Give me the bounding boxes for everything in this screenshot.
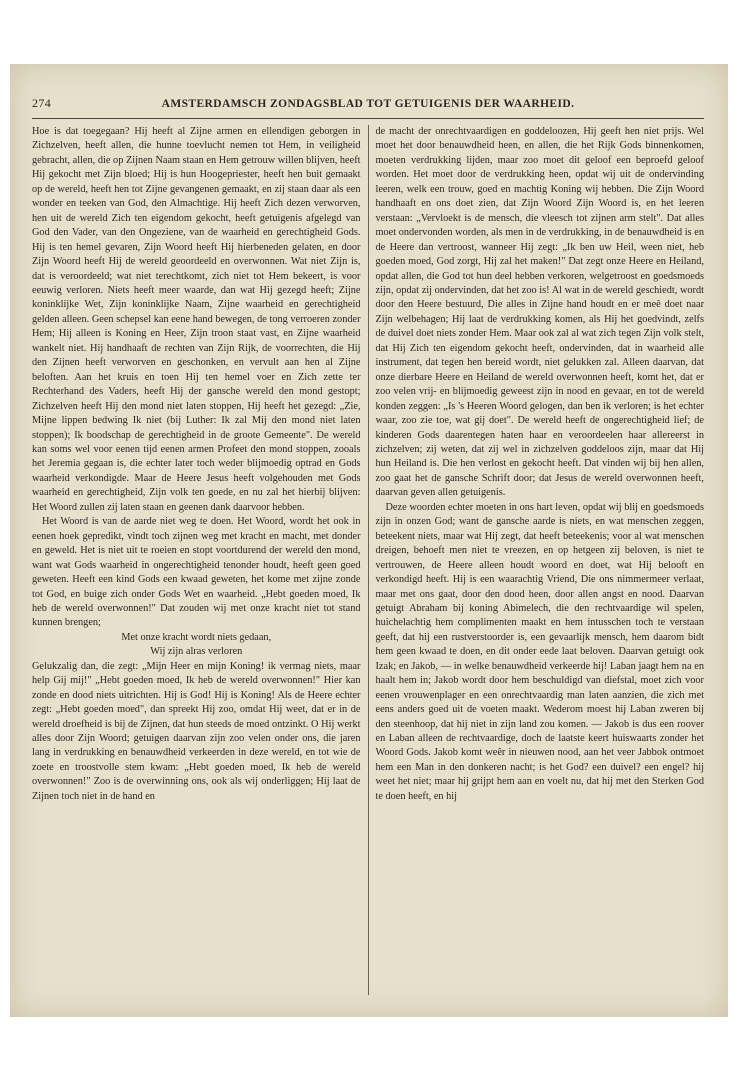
paragraph: Hoe is dat toegegaan? Hij heeft al Zijne armen en ellendigen geborgen in Zichzelven, heeft allen, die hunne toevlucht nemen tot Hem, in veiligheid gebracht, allen, die op Zijnen Naam staan en Hem getrouw willen blijven, heeft Hij gekocht met Zijn bloed; Hij is hun Hoogepriester, heeft hen buit gemaakt op de wereld, heeft hen tot Zijne gevangenen gemaakt, en zij staan daar als een wonder en teeken van God, den Almachtige. Hij heeft Zich dezen verworven, hen uit de wereld Zich ten eigendom gekocht, heeft getuigenis afgelegd van God den Vader, van den Ongeziene, van de waarheid en gerechtigheid Gods. Hij is ten hemel gevaren, Zijn Woord heeft Hij hierbeneden gelaten, en door Zijn Woord heeft Hij de wereld geoordeeld en overwonnen. Wat niet Zijn is, dat is veroordeeld; wat niet terechtkomt, zich niet tot Hem bekeert, is voor eeuwig verloren. Niets heeft meer waarde, dan wat Hij gezegd heeft; Zijne koninklijke Wet, Zijn koninklijke Naam, Zijne waarheid en gerechtigheid gelden alleen. Geen schepsel kan eene hand bewegen, de tong verroeren zonder Hem; Hij alleen is Koning en Heer, Zijn troon staat vast, en Zijne waarheid wankelt niet. Hij handhaaft de rechten van Zijn Rijk, de voorrechten, die Hij den Zijnen heeft verworven en geschonken, en vervult aan hen al Zijne beloften. Aan het kruis en toen Hij ten hemel voer en Zich zette ter Rechterhand des Vaders, heeft Hij der gansche wereld den mond gestopt; Zichzelven heeft Hij den mond niet laten stoppen, Hij heeft het gezegd: „Zie, Mijne lippen bedwing Ik niet (bij Luther: Ik zal Mij den mond niet laten stoppen); Ik boodschap de gerechtigheid in de groote Gemeente". De wereld kan soms wel voor eenen tijd eenen armen Profeet den mond stoppen, zooals het Jeremia gegaan is, die echter later toch weder blijmoedig optrad en Gods waarheid verkondigde. Maar de Heere Jesus heeft volgehouden met Gods waarheid en gerechtigheid, Zijn volk ten goede, en nu zal het hierbij blijven: Het Woord zullen zij laten staan en geenen dank daarvoor hebben. [32, 126, 361, 513]
page-header [32, 96, 704, 114]
running-title: AMSTERDAMSCH ZONDAGSBLAD TOT GETUIGENIS DER WAARHEID. [161, 98, 575, 110]
paragraph: Deze woorden echter moeten in ons hart leven, opdat wij blij en goedsmoeds zijn in onzen God; want de gansche aarde is niets, en wat menschen zeggen, beteekent niets, maar wat Hij zegt, dat heeft beteekenis; voor al wat menschen dreigen, behoeft men niet te vreezen, en op hetgeen zij beloven, is niet te vertrouwen, de Heere alleen houdt woord en doet, wat Hij belooft en verkondigd heeft. Hij is een waarachtig Vriend, Die ons nimmermeer verlaat, maar met ons gaat, door den dood heen, door allen angst en nood. Daarvan getuigt Abraham bij koning Abimelech, die den rechtvaardige wil spelen, huichelachtig hem complimenten maakt en hem intusschen toch te verstaan geeft, dat hij een rustverstoorder is, een gevaarlijk mensch, hem daarom bidt hem geen kwaad te doen, en dit onder eede laat beloven. Daarvan getuigt ook Izak; en Jakob, — in welke benauwdheid verkeerde hij! Laban jaagt hem na en haalt hem in; Jakob wordt door hem beschuldigd van diefstal, moet zich voor eenen vrouwenplager en een onrechtvaardig man laten aanzien, die zich met eens anders goed uit de voeten maakt. Wederom moest hij Laban zweren bij den steenhoop, dat hij niet in zijn land zou komen. — Jakob is dus een roover en Laban alleen de rechtvaardige, doch de laatste keert huiswaarts zonder het Woord Gods. Jakob komt weêr in nieuwen nood, aan het veer Jabbok ontmoet hem een Man in den donkeren nacht; is het God? een duivel? een engel? hij weet het niet; maar hij grijpt hem aan en voelt nu, dat hij met den Sterken God te doen heeft, en hij [375, 501, 704, 802]
verse-line: Wij zijn alras verloren [150, 646, 243, 658]
verse-quote [32, 631, 361, 660]
paragraph: Het Woord is van de aarde niet weg te doen. Het Woord, wordt het ook in eenen hoek gepredikt, vindt toch zijnen weg met kracht en macht, met donder en geweld. Het is niet uit te roeien en stopt voortdurend der wereld den mond, want wat Gods waarheid in ongerechtigheid tenonder houdt, heeft geen goed geweten. Heeft een kind Gods een kwaad geweten, het kome met zijne zonde tot God, en buige zich onder Gods Wet en waarheid. „Hebt goeden moed, Ik heb de wereld overwonnen!" Dat zouden wij met onze kracht niet tot stand kunnen brengen; [32, 516, 361, 629]
paragraph: Gelukzalig dan, die zegt: „Mijn Heer en mijn Koning! ik vermag niets, maar help Gij mij!" „Hebt goeden moed, Ik heb de wereld overwonnen!" Hier kan zonde en dood niets uitrichten. Hij is God! Hij is Koning! Als de Heere echter zegt: „Hebt goeden moed", dan spreekt Hij zoo, omdat Hij weet, dat er in de wereld droefheid is bij de Zijnen, dat hun steeds de moed ontzinkt. O Hij werkt alles door Zijn Woord; getuigen daarvan zijn zoo velen onder ons, die jaren lang in verdrukking en benauwdheid verkeerden in deze wereld, en tot wie de zoete en troostvolle stem kwam: „Hebt goeden moed, Ik heb de wereld overwonnen!" Zoo is de overwinning ons, ook als wij onderliggen; Hij laat de Zijnen toch niet in de hand en [32, 660, 361, 802]
paragraph: de macht der onrechtvaardigen en goddeloozen, Hij geeft hen niet prijs. Wel moet het door benauwdheid heen, en allen, die het Rijk Gods binnenkomen, moeten verdrukking lijden, maar zoo moet dit geloof een beproefd geloof worden. Het moet door de verdrukking heen, opdat wij uit de ondervinding leeren, welk een trouw, goed en machtig Koning wij hebben. Die Zijn Woord handhaaft en ons doet zien, dat Zijn Woord Zijn Woord is, en het leeren verstaan: „Vervloekt is de mensch, die vleesch tot zijnen arm stelt". Dat alles moet ondervonden worden, als men in de verdrukking, in de benauwdheid is en de Heere dan vertroost, wanneer Hij zegt: „Ik ben uw Heil, ween niet, heb goeden moed, God zorgt, Hij zal het maken!" Dat zegt onze Heere en Heiland, opdat allen, die God tot hun deel hebben verkoren, welgetroost en goedsmoeds zijn, opdat zij ondervinden, dat het zoo is! Al wat in de wereld geschiedt, wordt door den Heere bestuurd, Die alles in Zijne hand houdt en er meê doet naar Zijn welbehagen; Hij laat de verdrukking komen, als Hij het goedvindt, zelfs de duivel doet niets zonder Hem. Maar ook zal al wat zich tegen Zijn volk stelt, dat Hij Zich ten eigendom gekocht heeft, ondervinden, dat in waarheid alle instrument, dat tegen hen bereid wordt, niet gelukken zal. Alleen daarvan, dat onze dierbare Heere en Heiland de wereld overwonnen heeft, komt het, dat er zoo velen vrij- en blijmoedig geweest zijn in nood en gevaar, en tot de wereld konden zeggen: „Is 's Heeren Woord gelogen, dan ben ik verloren; is het echter waar, zoo zie toe, wat gij doet". De wereld heeft de ongerechtigheid lief; de kinderen Gods daarentegen haten haar en veroordeelen haar allereerst in zichzelven; zij weten, dat zij wel in zichzelven goddeloos zijn, maar dat Hij hun Heiland is. Die hen verlost en gekocht heeft. Dat vinden wij bij hen allen, zoo gaat het de gansche Schrift door; dat Jesus de wereld overwonnen heeft, daarvan geven allen getuigenis. [375, 126, 704, 499]
document-page [32, 96, 704, 1001]
right-column [369, 125, 705, 995]
header-rule [32, 118, 704, 119]
page-number: 274 [32, 96, 52, 110]
verse-line: Met onze kracht wordt niets gedaan, [121, 631, 272, 643]
left-column [32, 125, 368, 995]
text-columns [32, 125, 704, 995]
